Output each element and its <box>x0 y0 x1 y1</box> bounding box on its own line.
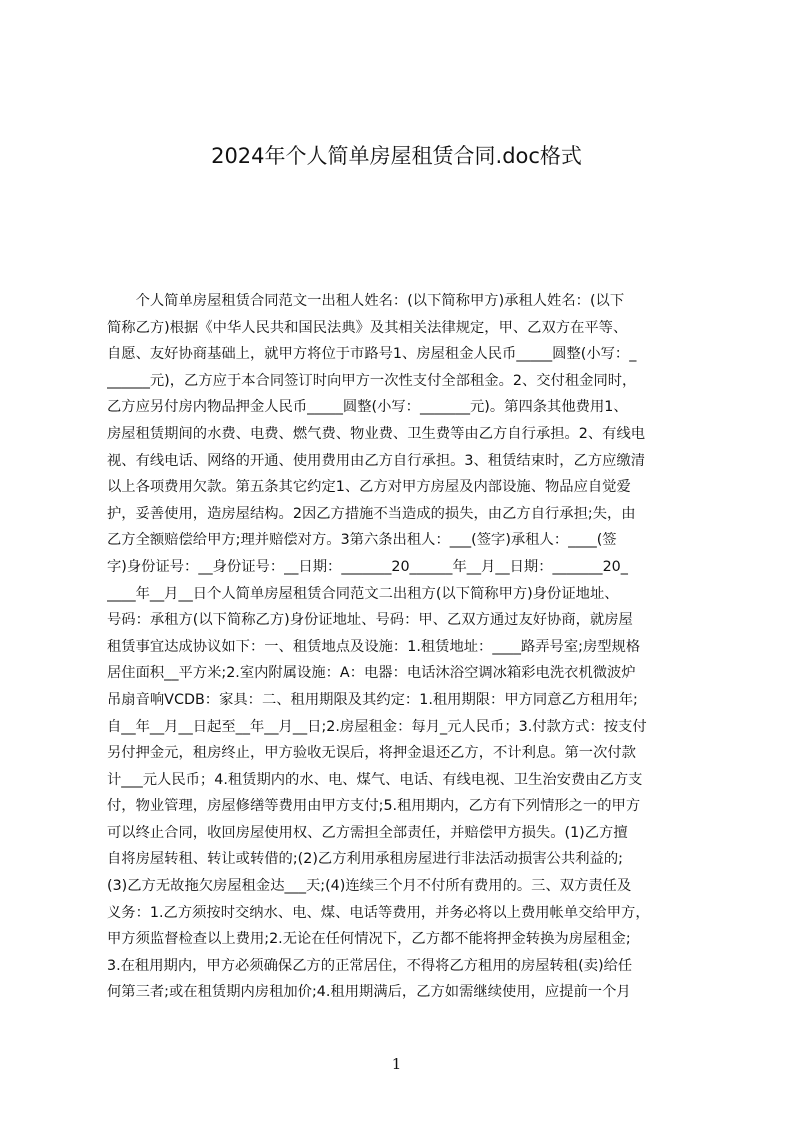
body-line: 可以终止合同，收回房屋使用权、乙方需担全部责任，并赔偿甲方损失。(1)乙方擅 <box>107 824 628 841</box>
body-line: ____年__月__日个人简单房屋租赁合同范文二出租方(以下简称甲方)身份证地址、 <box>107 585 619 602</box>
body-line: 乙方全额赔偿给甲方;理并赔偿对方。3第六条出租人：___(签字)承租人：____(签 <box>107 532 617 549</box>
body-line: 乙方应另付房内物品押金人民币_____圆整(小写：_______元)。第四条其他费用1、 <box>107 399 628 416</box>
page-number: 1 <box>391 1055 402 1073</box>
body-line: 简称乙方)根据《中华人民共和国民法典》及其相关法律规定，甲、乙双方在平等、 <box>107 319 628 336</box>
body-line: 自__年__月__日起至__年__月__日;2.房屋租金：每月_元人民币；3.付款方式：按支付 <box>107 718 647 735</box>
body-line: 居住面积__平方米;2.室内附属设施：A：电器：电话沐浴空调冰箱彩电洗衣机微波炉 <box>107 665 636 682</box>
body-line: 护，妥善使用，造房屋结构。2因乙方措施不当造成的损失，由乙方自行承担;失，由 <box>107 505 636 522</box>
body-line: (3)乙方无故拖欠房屋租金达___天;(4)连续三个月不付所有费用的。三、双方责任及 <box>107 878 632 895</box>
body-line: ______元)，乙方应于本合同签订时向甲方一次性支付全部租金。2、交付租金同时， <box>107 372 637 389</box>
body-line: 号码：承租方(以下简称乙方)身份证地址、号码：甲、乙双方通过友好协商，就房屋 <box>107 612 633 629</box>
body-line: 付，物业管理，房屋修缮等费用由甲方支付;5.租用期内，乙方有下列情形之一的甲方 <box>107 798 641 815</box>
body-line: 租赁事宜达成协议如下：一、租赁地点及设施：1.租赁地址：____路弄号室;房型规格 <box>107 638 641 655</box>
document-body <box>107 288 696 1006</box>
body-line: 自愿、友好协商基础上，就甲方将位于市路号1、房屋租金人民币_____圆整(小写：_ <box>107 346 637 363</box>
body-line: 自将房屋转租、转让或转借的;(2)乙方利用承租房屋进行非法活动损害公共利益的; <box>107 851 623 868</box>
body-line: 以上各项费用欠款。第五条其它约定1、乙方对甲方房屋及内部设施、物品应自觉爱 <box>107 479 631 496</box>
body-line: 字)身份证号：__身份证号：__日期：_______20______年__月__日期：_______20_ <box>107 558 628 575</box>
body-line: 房屋租赁期间的水费、电费、燃气费、物业费、卫生费等由乙方自行承担。2、有线电 <box>107 425 646 442</box>
body-line: 何第三者;或在租赁期内房租加价;4.租用期满后，乙方如需继续使用，应提前一个月 <box>107 984 631 1001</box>
body-line: 甲方须监督检查以上费用;2.无论在任何情况下，乙方都不能将押金转换为房屋租金; <box>107 931 631 948</box>
document-title: 2024年个人简单房屋租赁合同.doc格式 <box>211 144 582 168</box>
body-line: 个人简单房屋租赁合同范文一出租人姓名：(以下简称甲方)承租人姓名：(以下 <box>107 293 625 309</box>
body-line: 3.在租用期内，甲方必须确保乙方的正常居住，不得将乙方租用的房屋转租(卖)给任 <box>107 957 633 974</box>
body-line: 吊扇音响VCDB：家具：二、租用期限及其约定：1.租用期限：甲方同意乙方租用年; <box>107 691 638 708</box>
body-line: 义务：1.乙方须按时交纳水、电、煤、电话等费用，并务必将以上费用帐单交给甲方， <box>107 904 650 921</box>
body-line: 视、有线电话、网络的开通、使用费用由乙方自行承担。3、租赁结束时，乙方应缴清 <box>107 452 646 469</box>
body-line: 另付押金元，租房终止，甲方验收无误后，将押金退还乙方，不计利息。第一次付款 <box>107 745 636 762</box>
body-line: 计___元人民币；4.租赁期内的水、电、煤气、电话、有线电视、卫生治安费由乙方支 <box>107 771 643 788</box>
